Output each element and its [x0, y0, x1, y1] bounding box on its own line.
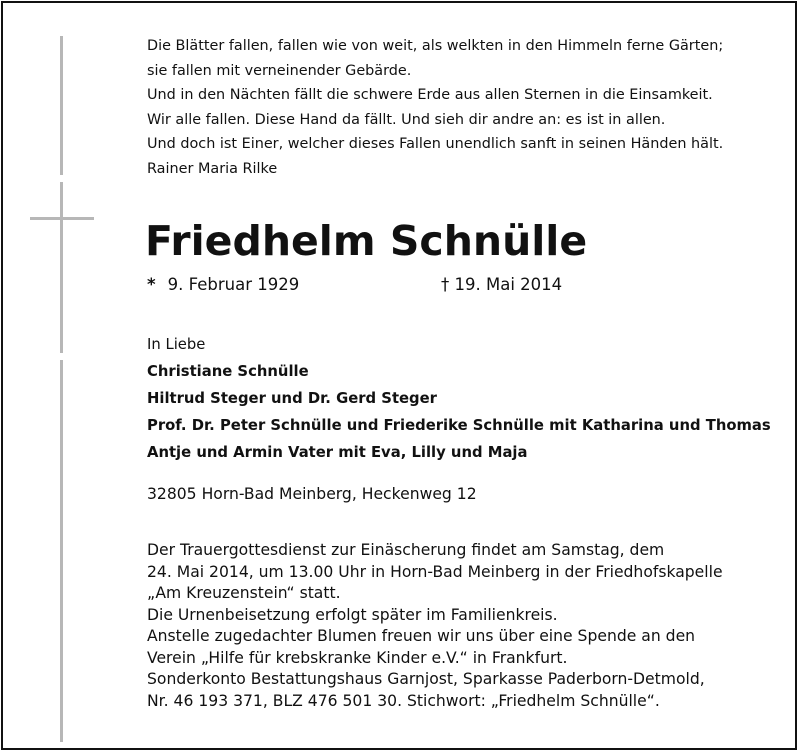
- funeral-notice: [147, 540, 767, 712]
- mourner-name: Christiane Schnülle: [147, 363, 309, 380]
- notice-line: Verein „Hilfe für krebskranke Kinder e.V.“ in Frankfurt.: [147, 648, 568, 667]
- notice-line: Sonderkonto Bestattungshaus Garnjost, Sparkasse Paderborn-Detmold,: [147, 670, 705, 688]
- mourners-intro: In Liebe: [147, 336, 206, 353]
- notice-line: Die Urnenbeisetzung erfolgt später im Familienkreis.: [147, 605, 558, 624]
- notice-line: Anstelle zugedachter Blumen freuen wir uns über eine Spende an den: [147, 627, 696, 645]
- poem-line: sie fallen mit verneinender Gebärde.: [147, 62, 412, 79]
- poem-block: [147, 34, 777, 181]
- notice-line: „Am Kreuzenstein“ statt.: [147, 584, 341, 602]
- death-date: † 19. Mai 2014: [441, 275, 563, 294]
- notice-line: 24. Mai 2014, um 13.00 Uhr in Horn-Bad Meinberg in der Friedhofskapelle: [147, 562, 723, 581]
- mourner-name: Prof. Dr. Peter Schnülle und Friederike Schnülle mit Katharina und Thomas: [147, 417, 771, 434]
- birth-date-line: [147, 275, 299, 294]
- poem-author: Rainer Maria Rilke: [147, 160, 278, 177]
- notice-line: Nr. 46 193 371, BLZ 476 501 30. Stichwort: „Friedhelm Schnülle“.: [147, 691, 660, 710]
- family-address: 32805 Horn-Bad Meinberg, Heckenweg 12: [147, 485, 477, 503]
- mourners-block: [147, 331, 771, 466]
- birth-date: 9. Februar 1929: [167, 275, 300, 294]
- deceased-name: Friedhelm Schnülle: [145, 217, 588, 265]
- mourner-name: Antje und Armin Vater mit Eva, Lilly und Maja: [147, 444, 528, 461]
- poem-line: Die Blätter fallen, fallen wie von weit, als welkten in den Himmeln ferne Gärten;: [147, 38, 724, 54]
- poem-line: Und in den Nächten fällt die schwere Erde aus allen Sternen in die Einsamkeit.: [147, 87, 713, 103]
- poem-line: Wir alle fallen. Diese Hand da fällt. Und sieh dir andre an: es ist in allen.: [147, 111, 666, 128]
- mourner-name: Hiltrud Steger und Dr. Gerd Steger: [147, 390, 437, 407]
- birth-symbol: *: [147, 275, 156, 294]
- poem-line: Und doch ist Einer, welcher dieses Fallen unendlich sanft in seinen Händen hält.: [147, 136, 724, 152]
- notice-line: Der Trauergottesdienst zur Einäscherung findet am Samstag, dem: [147, 541, 665, 559]
